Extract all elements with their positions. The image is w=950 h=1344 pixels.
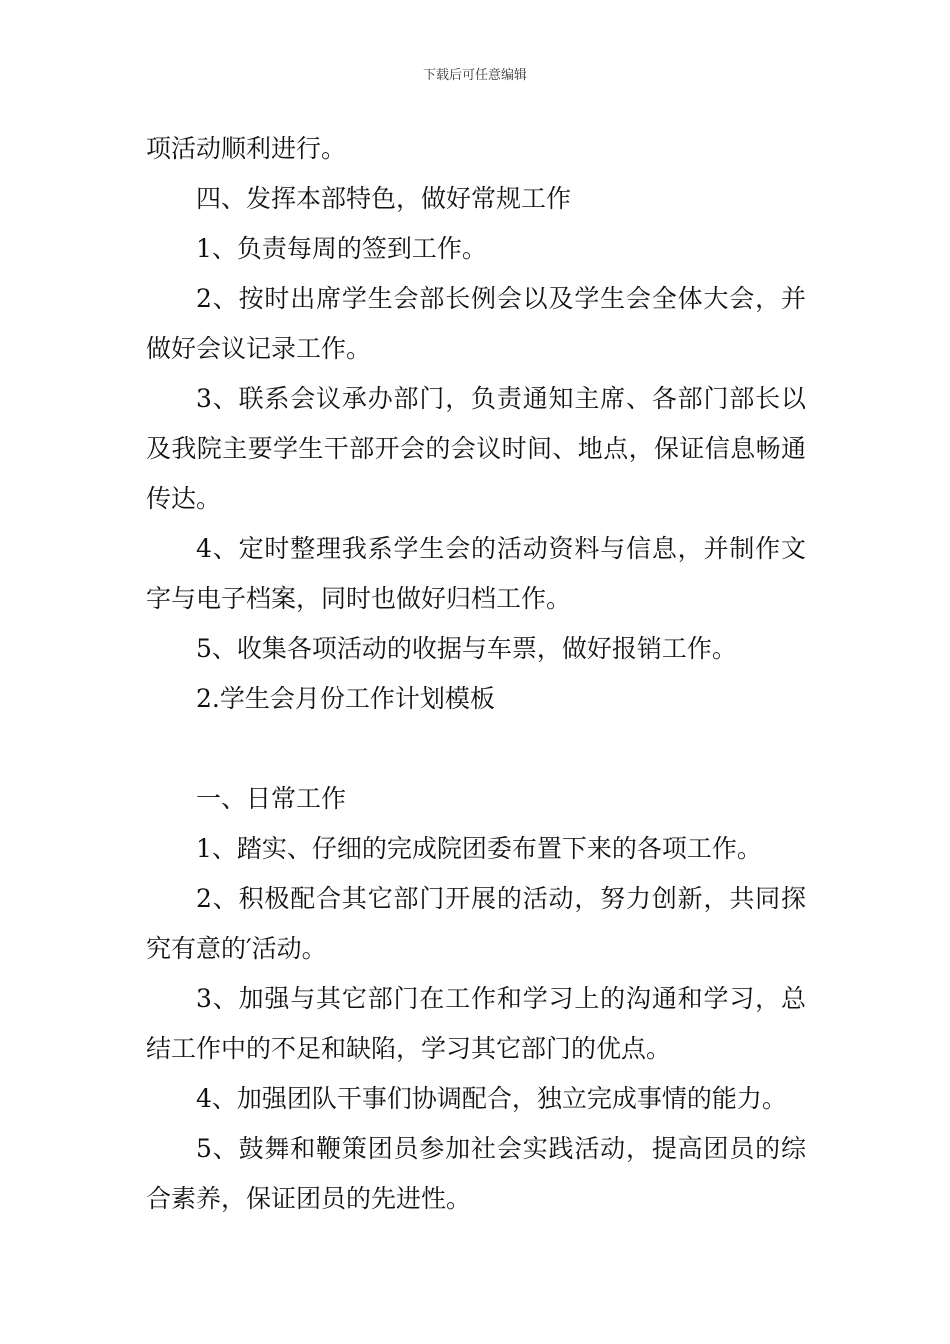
list-item: 2、积极配合其它部门开展的活动，努力创新，共同探究有意的′活动。 — [146, 884, 806, 963]
list-item: 5、收集各项活动的收据与车票，做好报销工作。 — [196, 634, 737, 663]
document-section-title: 2.学生会月份工作计划模板 — [196, 684, 495, 713]
list-item: 1、踏实、仔细的完成院团委布置下来的各项工作。 — [196, 834, 762, 863]
document-body — [146, 124, 806, 1224]
list-item: 1、负责每周的签到工作。 — [196, 234, 487, 263]
list-item: 3、加强与其它部门在工作和学习上的沟通和学习，总结工作中的不足和缺陷，学习其它部门的优点。 — [146, 984, 806, 1063]
paragraph-continuation: 项活动顺利进行。 — [146, 134, 347, 163]
list-item: 3、联系会议承办部门，负责通知主席、各部门部长以及我院主要学生干部开会的会议时间、地点，保证信息畅通传达。 — [146, 384, 806, 513]
list-item: 2、按时出席学生会部长例会以及学生会全体大会，并做好会议记录工作。 — [146, 284, 806, 363]
list-item: 4、定时整理我系学生会的活动资料与信息，并制作文字与电子档案，同时也做好归档工作。 — [146, 534, 806, 613]
list-item: 5、鼓舞和鞭策团员参加社会实践活动，提高团员的综合素养，保证团员的先进性。 — [146, 1134, 806, 1213]
section-heading-one: 一、日常工作 — [196, 784, 347, 813]
blank-line — [146, 724, 806, 774]
list-item: 4、加强团队干事们协调配合，独立完成事情的能力。 — [196, 1084, 787, 1113]
section-heading-four: 四、发挥本部特色，做好常规工作 — [196, 184, 572, 213]
page-header: 下载后可任意编辑 — [422, 68, 527, 83]
